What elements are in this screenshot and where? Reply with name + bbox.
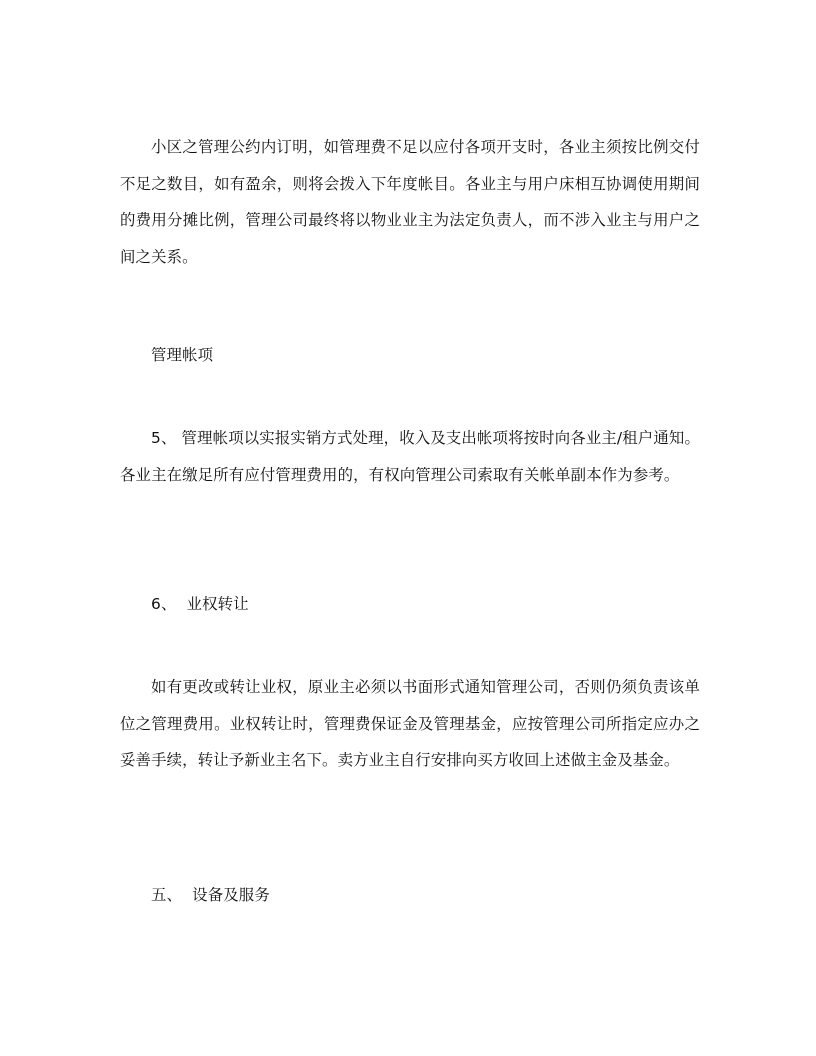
heading-ownership-transfer: 6、 业权转让: [151, 595, 249, 613]
heading-management-accounts: 管理帐项: [151, 346, 214, 364]
paragraph-ownership-transfer: 如有更改或转让业权，原业主必须以书面形式通知管理公司，否则仍须负责该单位之管理费用。业权转让时，管理费保证金及管理基金，应按管理公司所指定应办之妥善手续，转让予新业主名下。卖方业主自行安排向买方收回上述做主金及基金。: [120, 678, 700, 769]
heading-equipment-services: 五、 设备及服务: [151, 886, 270, 904]
paragraph-accounts-handling: 5、 管理帐项以实报实销方式处理，收入及支出帐项将按时向各业主/租户通知。各业主在缴足所有应付管理费用的，有权向管理公司索取有关帐单副本作为参考。: [120, 429, 700, 484]
paragraph-management-fee-shortfall: 小区之管理公约内订明，如管理费不足以应付各项开支时，各业主须按比例交付不足之数目，如有盈余，则将会拨入下年度帐目。各业主与用户床相互协调使用期间的费用分摊比例，管理公司最终将以物业业主为法定负责人，而不涉入业主与用户之间之关系。: [120, 138, 700, 266]
